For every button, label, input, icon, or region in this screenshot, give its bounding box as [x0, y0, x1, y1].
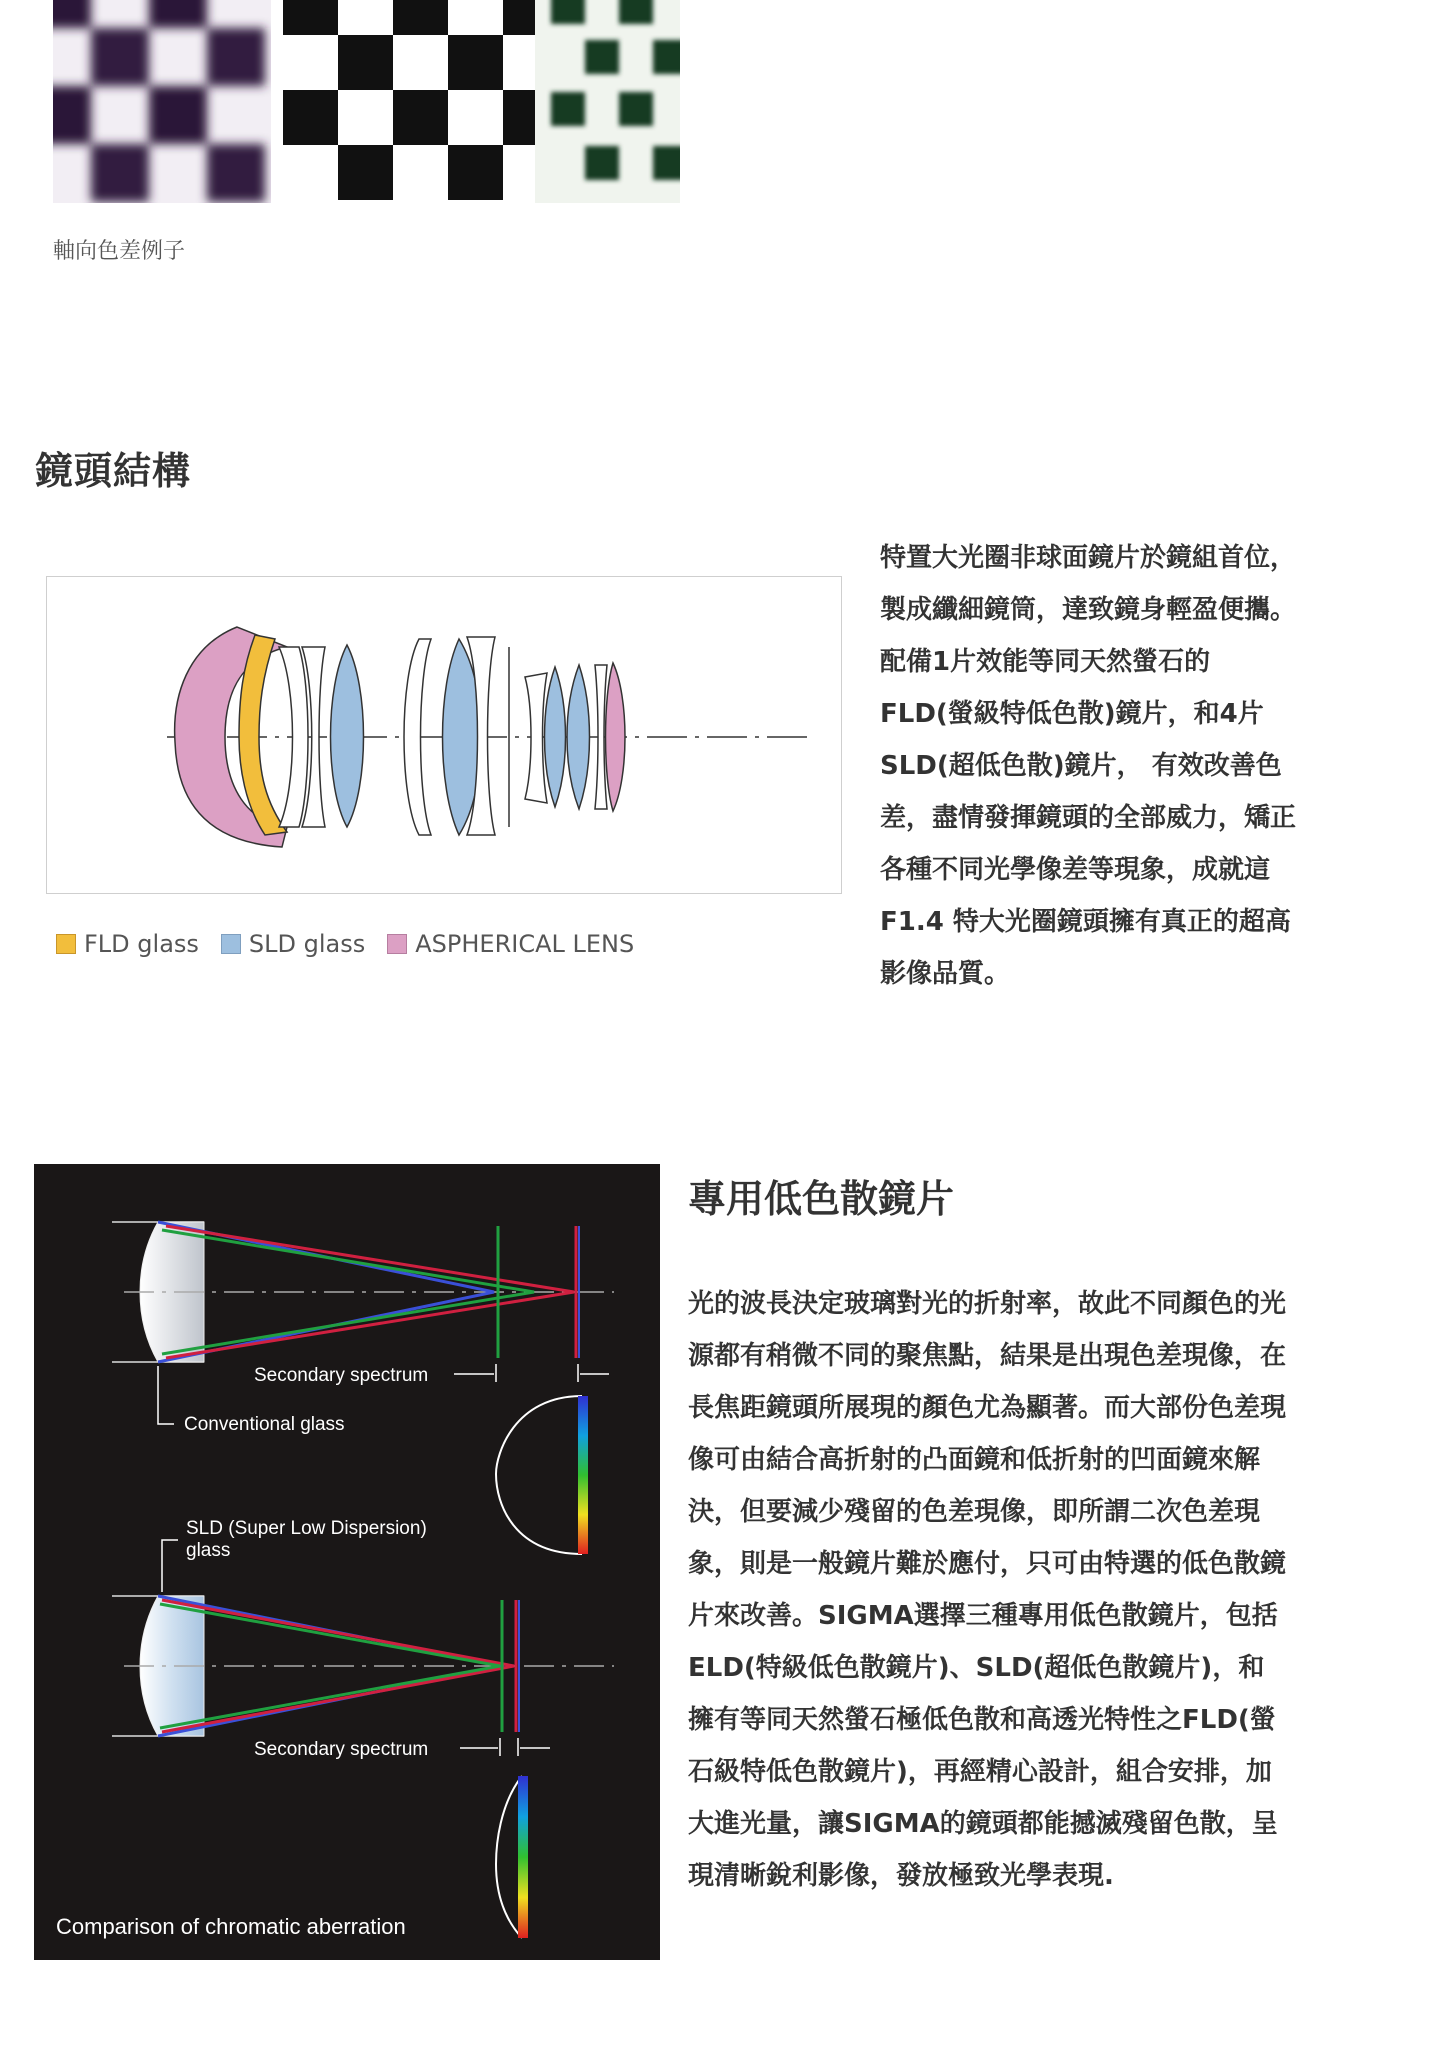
- legend-label-aspherical: ASPHERICAL LENS: [415, 930, 635, 958]
- sld-glass-label-line2: glass: [186, 1540, 231, 1561]
- lens-legend: [56, 930, 634, 958]
- chromatic-aberration-comparison-diagram: [34, 1164, 660, 1960]
- spectrum-bar-2: [518, 1776, 528, 1938]
- legend-swatch-fld: [56, 934, 76, 954]
- sld-glass-label-line1: SLD (Super Low Dispersion): [186, 1518, 427, 1539]
- conventional-glass-leader: [158, 1366, 174, 1424]
- legend-swatch-aspherical: [387, 934, 407, 954]
- clear-element-3: [279, 647, 308, 827]
- legend-item-fld: [56, 930, 199, 958]
- low-dispersion-description: 光的波長決定玻璃對光的折射率，故此不同顏色的光源都有稍微不同的聚焦點，結果是出現色差現像，在長焦距鏡頭所展現的顏色尤為顯著。而大部份色差現像可由結合高折射的凸面鏡和低折射的凹面鏡來解決，但要減少殘留的色差現像，即所謂二次色差現象，則是一般鏡片難於應付，只可由特選的低色散鏡片來改善。SIGMA選擇三種專用低色散鏡片，包括ELD(特級低色散鏡片)、SLD(超低色散鏡片)，和擁有等同天然螢石極低色散和高透光特性之FLD(螢石級特低色散鏡片)，再經精心設計，組合安排，加大進光量，讓SIGMA的鏡頭都能撼滅殘留色散，呈現清晰銳利影像，發放極致光學表現.: [688, 1289, 1287, 1891]
- legend-item-aspherical: [387, 930, 634, 958]
- legend-label-fld: FLD glass: [84, 930, 199, 958]
- aspherical-element-2: [606, 663, 626, 811]
- lens-construction-diagram: [46, 576, 842, 894]
- lens-structure-title: 鏡頭結構: [35, 449, 192, 493]
- lens-construction-svg: [47, 577, 843, 895]
- axial-aberration-example-image: [53, 0, 680, 203]
- clear-element-9: [525, 673, 547, 803]
- sld-element-3: [545, 667, 566, 807]
- sld-element-1: [331, 645, 364, 827]
- lens-structure-description: 特置大光圈非球面鏡片於鏡組首位，製成纖細鏡筒，達致鏡身輕盈便攜。配備1片效能等同天然螢石的FLD(螢級特低色散)鏡片，和4片SLD(超低色散)鏡片， 有效改善色差，盡情發揮鏡頭的全部威力，矯正各種不同光學像差等現象，成就這 F1.4 特大光圈鏡頭擁有真正的超高影像品質。: [880, 543, 1297, 989]
- comparison-caption: Comparison of chromatic aberration: [56, 1914, 406, 1939]
- legend-label-sld: SLD glass: [248, 930, 366, 958]
- axial-aberration-caption: 軸向色差例子: [53, 239, 186, 264]
- low-dispersion-title: 專用低色散鏡片: [688, 1177, 955, 1221]
- spectrum-bar-1: [578, 1396, 588, 1554]
- legend-item-sld: [221, 930, 365, 958]
- spectrum-curve-1: [496, 1396, 582, 1554]
- secondary-spectrum-label-2: Secondary spectrum: [254, 1739, 429, 1760]
- secondary-spectrum-label-1: Secondary spectrum: [254, 1365, 429, 1386]
- legend-swatch-sld: [221, 934, 241, 954]
- conventional-glass-label: Conventional glass: [184, 1414, 345, 1435]
- sld-glass-leader: [162, 1540, 178, 1592]
- sld-element-4: [567, 665, 590, 809]
